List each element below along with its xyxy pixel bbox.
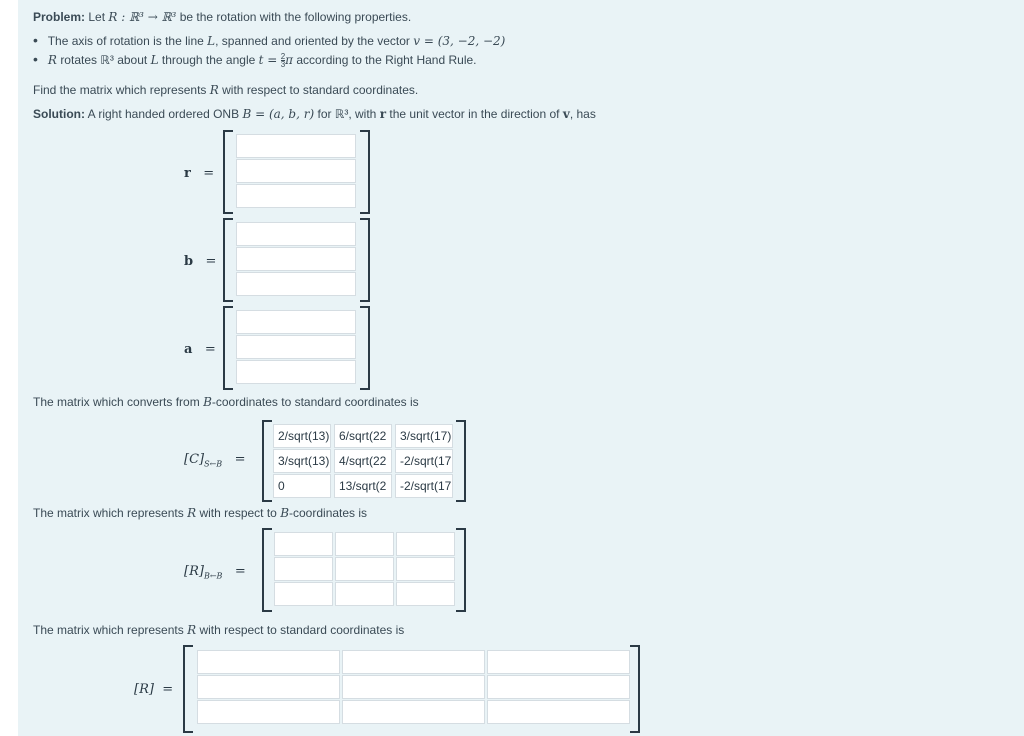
bullet2-L: L — [150, 53, 159, 67]
solution-r: r — [379, 107, 387, 121]
bullet2-R: R — [47, 53, 57, 67]
vector-a-bracket-right — [360, 306, 370, 390]
vector-a-input-2[interactable] — [236, 335, 356, 359]
bullet2-pre: rotates — [60, 53, 97, 67]
vector-a-bracket-left — [223, 306, 233, 390]
matrix-rb-input-r3c1[interactable] — [274, 582, 333, 606]
bullet-axis — [33, 32, 505, 48]
matrix-r-input-r1c1[interactable] — [197, 650, 340, 674]
matrix-c-cell-r3c1[interactable]: 0 — [273, 474, 331, 498]
vector-b-input-1[interactable] — [236, 222, 356, 246]
matrix-r-input-r3c2[interactable] — [342, 700, 485, 724]
solution-end: , has — [569, 107, 596, 121]
matrix-rb-intro: The matrix which represents R with respect to B-coordinates is — [33, 506, 368, 520]
matrix-rb-intro-B: B — [280, 506, 290, 520]
vector-a-input-1[interactable] — [236, 310, 356, 334]
matrix-c-cell-r3c3[interactable]: -2/sqrt(17 — [395, 474, 453, 498]
vector-r-label: r = — [184, 166, 215, 181]
matrix-rb-input-r3c2[interactable] — [335, 582, 394, 606]
find-text: Find the matrix which represents — [33, 83, 207, 97]
matrix-rb-label: $[R]_{B\leftarrow B}$ = — [184, 564, 246, 581]
matrix-rb-input-r1c3[interactable] — [396, 532, 455, 556]
bullet2-about: about — [117, 53, 148, 67]
matrix-r-intro-R: R — [187, 623, 197, 637]
matrix-c-intro-B: B — [203, 395, 212, 409]
bullet1-pre: The axis of rotation is the line — [47, 34, 204, 48]
vector-r-bracket-left — [223, 130, 233, 214]
vector-b-input-3[interactable] — [236, 272, 356, 296]
matrix-c-cell-r1c1[interactable]: 2/sqrt(13) — [273, 424, 331, 448]
matrix-c-intro: The matrix which converts from B-coordinates to standard coordinates is — [33, 395, 419, 409]
matrix-c-cell-r2c1[interactable]: 3/sqrt(13) — [273, 449, 331, 473]
matrix-r-input-r2c1[interactable] — [197, 675, 340, 699]
matrix-r-input-r2c2[interactable] — [342, 675, 485, 699]
vector-a-label: a = — [184, 342, 216, 357]
bullet-dot: • — [33, 51, 38, 67]
vector-r-bracket-right — [360, 130, 370, 214]
solution-basis: B = (a, b, r) — [242, 107, 315, 121]
matrix-r-intro: The matrix which represents R with respect to standard coordinates is — [33, 623, 405, 637]
bullet2-post: according to the — [296, 53, 382, 67]
solution-statement — [33, 107, 596, 121]
matrix-c-cell-r3c2[interactable]: 13/sqrt(2 — [334, 474, 392, 498]
matrix-rb-input-r1c1[interactable] — [274, 532, 333, 556]
angle-pi: π — [285, 53, 294, 67]
find-post: with respect to standard coordinates. — [222, 83, 419, 97]
matrix-c-cell-r1c3[interactable]: 3/sqrt(17) — [395, 424, 453, 448]
bullet-rotation: • R rotates ℝ³ about L through the angle t = $\frac{2}{3}$ π according to the Right Hand Rule. — [33, 51, 477, 70]
angle-fraction: $\frac{2}{3}$ — [280, 52, 286, 70]
bullet1-mid: , spanned and oriented by the vector — [215, 34, 410, 48]
bullet2-t: t = — [258, 53, 278, 67]
bullet-dot: • — [33, 32, 38, 48]
matrix-r-input-r3c3[interactable] — [487, 700, 630, 724]
bullet2-space: ℝ³ — [100, 53, 114, 67]
right-hand-rule: Right Hand Rule — [385, 53, 474, 67]
matrix-rb-input-r2c1[interactable] — [274, 557, 333, 581]
vector-b-input-2[interactable] — [236, 247, 356, 271]
problem-statement — [33, 10, 411, 24]
matrix-r-label: [R] = — [134, 682, 174, 697]
bullet1-line: L — [207, 34, 216, 48]
matrix-r-input-r1c2[interactable] — [342, 650, 485, 674]
vector-b-bracket-right — [360, 218, 370, 302]
solution-label: Solution: — [33, 107, 85, 121]
vector-b-bracket-left — [223, 218, 233, 302]
bullet1-vector: v = (3, −2, −2) — [413, 34, 506, 48]
solution-post2: the unit vector in the direction of — [389, 107, 560, 121]
problem-text-pre: Let — [88, 10, 106, 24]
matrix-rb-input-r2c3[interactable] — [396, 557, 455, 581]
solution-mid: for — [317, 107, 332, 121]
matrix-r-input-r1c3[interactable] — [487, 650, 630, 674]
matrix-rb-intro-R: R — [187, 506, 197, 520]
solution-space: ℝ³ — [334, 107, 349, 121]
matrix-rb-bracket-left — [262, 528, 272, 612]
solution-pre: A right handed ordered ONB — [87, 107, 240, 121]
matrix-r-bracket-left — [183, 645, 193, 733]
matrix-c-cell-r1c2[interactable]: 6/sqrt(22 — [334, 424, 392, 448]
problem-map: R : ℝ³ → ℝ³ — [108, 10, 177, 24]
matrix-rb-input-r2c2[interactable] — [335, 557, 394, 581]
find-statement — [33, 83, 418, 97]
matrix-c-label: $[C]_{S\leftarrow B}$ = — [184, 452, 246, 469]
vector-b-label: b = — [184, 254, 217, 269]
vector-r-input-3[interactable] — [236, 184, 356, 208]
matrix-r-input-r2c3[interactable] — [487, 675, 630, 699]
matrix-c-cell-r2c2[interactable]: 4/sqrt(22 — [334, 449, 392, 473]
bullet2-angle: through the angle — [161, 53, 256, 67]
vector-a-input-3[interactable] — [236, 360, 356, 384]
matrix-r-input-r3c1[interactable] — [197, 700, 340, 724]
vector-r-input-1[interactable] — [236, 134, 356, 158]
matrix-c-bracket-right — [456, 420, 466, 502]
matrix-c-cell-r2c3[interactable]: -2/sqrt(17 — [395, 449, 453, 473]
matrix-r-bracket-right — [630, 645, 640, 733]
matrix-rb-input-r3c3[interactable] — [396, 582, 455, 606]
find-R: R — [209, 83, 219, 97]
matrix-rb-input-r1c2[interactable] — [335, 532, 394, 556]
vector-r-input-2[interactable] — [236, 159, 356, 183]
problem-label: Problem: — [33, 10, 86, 24]
matrix-rb-bracket-right — [456, 528, 466, 612]
solution-v: v — [562, 107, 570, 121]
problem-text-post: be the rotation with the following properties. — [179, 10, 412, 24]
matrix-c-bracket-left — [262, 420, 272, 502]
solution-post1: , with — [348, 107, 377, 121]
